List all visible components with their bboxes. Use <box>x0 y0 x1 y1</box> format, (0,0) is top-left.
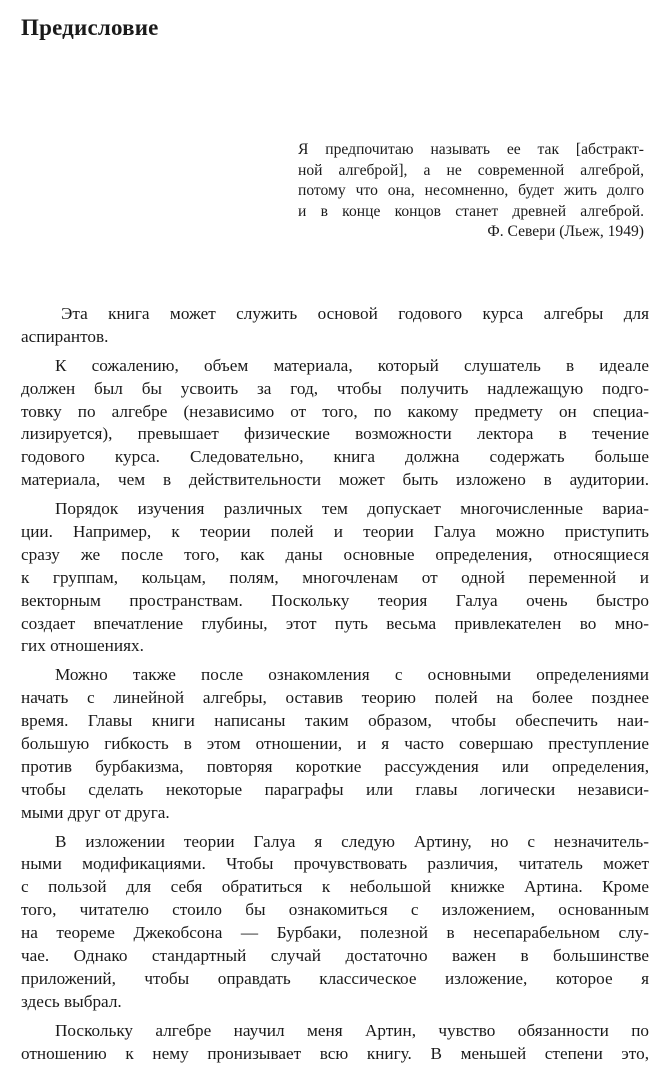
epigraph-attribution: Ф. Севери (Льеж, 1949) <box>487 223 644 240</box>
paragraph <box>21 355 649 492</box>
epigraph-line: ной алгеброй], а не современной алгеброй, <box>298 161 644 179</box>
text-line: отношению к нему пронизывает всю книгу. В меньшей степени это, <box>21 1043 649 1063</box>
text-line: Поскольку алгебре научил меня Артин, чувство обязанности по <box>55 1020 649 1040</box>
text-line: должен был бы усвоить за год, чтобы получить надлежащую подго- <box>21 378 649 398</box>
text-line: к группам, кольцам, полям, многочленам от одной переменной и <box>21 567 649 587</box>
text-line: годового курса. Следовательно, книга должна содержать больше <box>21 447 649 467</box>
text-line: с пользой для себя обратиться к небольшой книжке Артина. Кроме <box>21 877 649 897</box>
epigraph-line: и в конце концов станет древней алгеброй. <box>298 202 644 220</box>
text-line: мыми друг от друга. <box>21 802 170 822</box>
page-title: Предисловие <box>21 15 159 40</box>
text-line: аспирантов. <box>21 326 109 346</box>
body-text <box>21 303 649 1072</box>
text-line: чтобы сделать некоторые параграфы или главы логически независи- <box>21 779 649 799</box>
text-line: ными модификациями. Чтобы прочувствовать различия, читатель может <box>21 854 649 874</box>
text-line: лизируется), превышает физические возможности лектора в течение <box>21 424 649 444</box>
text-line: создает впечатление глубины, этот путь весьма привлекателен во мно- <box>21 613 649 633</box>
paragraph <box>21 303 649 349</box>
paragraph <box>21 831 649 1014</box>
text-line: здесь выбрал. <box>21 991 122 1011</box>
text-line: на теореме Джекобсона — Бурбаки, полезной в несепарабельном слу- <box>21 923 649 943</box>
text-line: сразу же после того, как даны основные определения, относящиеся <box>21 544 649 564</box>
text-line: того, читателю стоило бы ознакомиться с изложением, основанным <box>21 900 649 920</box>
text-line: против бурбакизма, повторяя короткие рассуждения или определения, <box>21 756 649 776</box>
text-line: товку по алгебре (независимо от того, по какому предмету он специа- <box>21 401 649 421</box>
epigraph-line: потому что она, несомненно, будет жить долго <box>298 182 644 199</box>
text-line: гих отношениях. <box>21 636 144 656</box>
paragraph <box>21 664 649 824</box>
text-line: К сожалению, объем материала, который слушатель в идеале <box>55 355 649 375</box>
epigraph <box>298 140 644 243</box>
text-line: материала, чем в действительности может быть изложено в аудитории. <box>21 470 649 490</box>
text-line: Эта книга может служить основой годового курса алгебры для <box>61 304 649 323</box>
text-line: векторным пространствам. Поскольку теория Галуа очень быстро <box>21 590 649 610</box>
epigraph-line: Я предпочитаю называть ее так [абстракт- <box>298 141 644 158</box>
text-line: чае. Однако стандартный случай достаточно важен в большинстве <box>21 946 649 966</box>
text-line: время. Главы книги написаны таким образом, чтобы обеспечить наи- <box>21 711 649 731</box>
text-line: большую гибкость в этом отношении, и я часто совершаю преступление <box>21 734 649 754</box>
text-line: приложений, чтобы оправдать классическое изложение, которое я <box>21 968 649 988</box>
paragraph <box>21 1020 649 1066</box>
text-line: В изложении теории Галуа я следую Артину, но с незначитель- <box>55 831 649 851</box>
paragraph <box>21 498 649 658</box>
text-line: Порядок изучения различных тем допускает многочисленные вариа- <box>55 499 649 519</box>
text-line: Можно также после ознакомления с основными определениями <box>55 665 649 685</box>
text-line: начать с линейной алгебры, оставив теорию полей на более позднее <box>21 688 649 708</box>
text-line: ции. Например, к теории полей и теории Галуа можно приступить <box>21 522 649 542</box>
